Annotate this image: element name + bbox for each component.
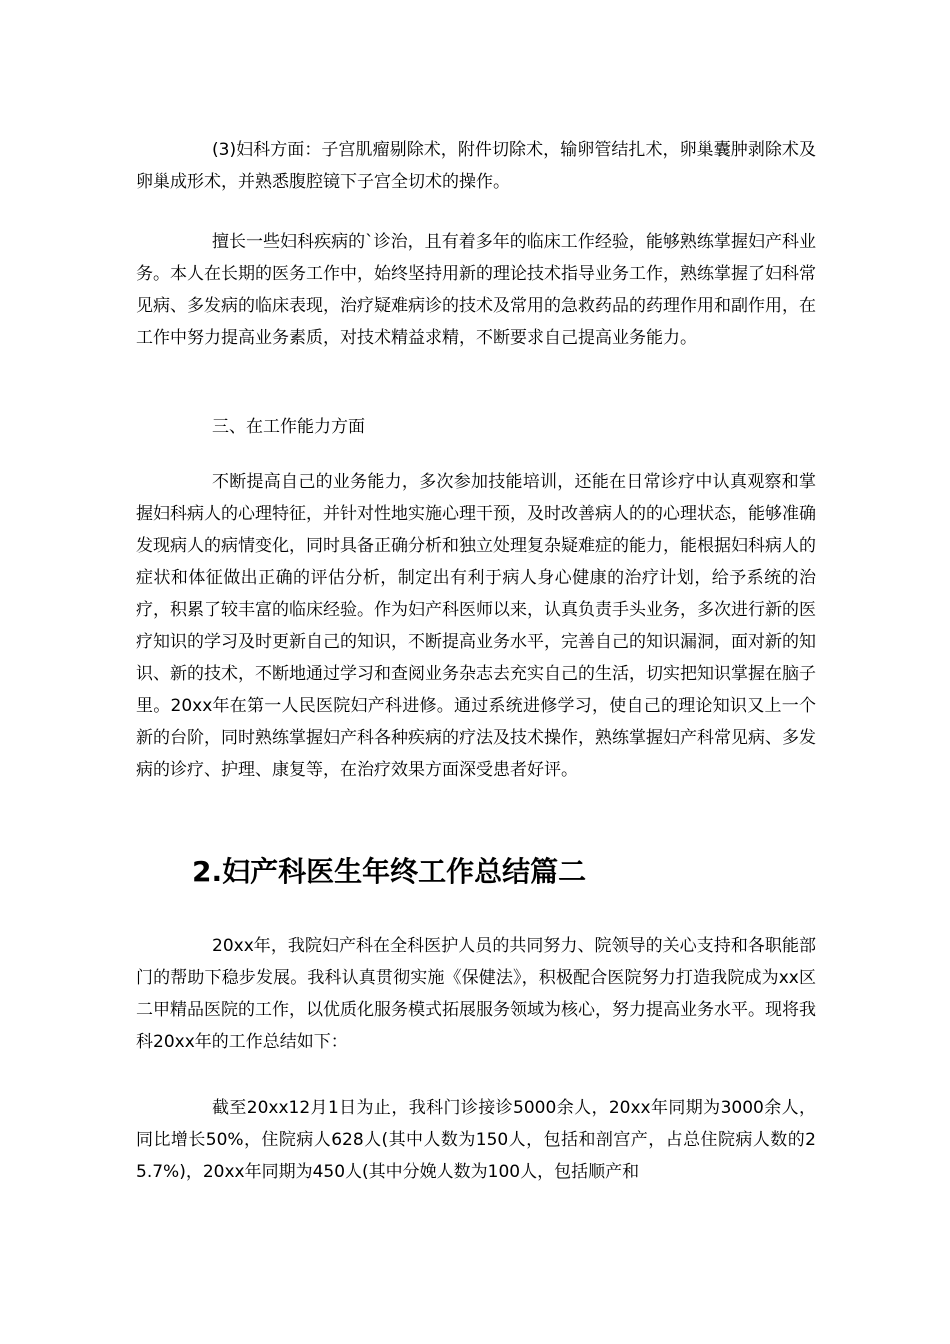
paragraph-statistics: 截至20xx12月1日为止，我科门诊接诊5000余人，20xx年同期为3000余人，同比增长50%，住院病人628人(其中人数为150人，包括和剖宫产，占总住院病人数的25.7%)，20xx年同期为450人(其中分娩人数为100人，包括顺产和	[136, 1098, 816, 1182]
paragraph-work-ability: 不断提高自己的业务能力，多次参加技能培训，还能在日常诊疗中认真观察和掌握妇科病人的心理特征，并针对性地实施心理干预，及时改善病人的的心理状态，能够准确发现病人的病情变化，同时具备正确分析和独立处理复杂疑难症的能力，能根据妇科病人的症状和体征做出正确的评估分析，制定出有利于病人身心健康的治疗计划，给予系统的治疗，积累了较丰富的临床经验。作为妇产科医师以来，认真负责手头业务，多次进行新的医疗知识的学习及时更新自己的知识，不断提高业务水平，完善自己的知识漏洞，面对新的知识、新的技术，不断地通过学习和查阅业务杂志去充实自己的生活，切实把知识掌握在脑子里。20xx年在第一人民医院妇产科进修。通过系统进修学习，使自己的理论知识又上一个新的台阶，同时熟练掌握妇产科各种疾病的疗法及技术操作，熟练掌握妇产科常见病、多发病的诊疗、护理、康复等，在治疗效果方面深受患者好评。	[136, 472, 816, 780]
paragraph-summary-intro: 20xx年，我院妇产科在全科医护人员的共同努力、院领导的关心支持和各职能部门的帮助下稳步发展。我科认真贯彻实施《保健法》，积极配合医院努力打造我院成为xx区二甲精品医院的工作，以优质化服务模式拓展服务领域为核心，努力提高业务水平。现将我科20xx年的工作总结如下：	[136, 936, 816, 1052]
section-heading-work-ability: 三、在工作能力方面	[212, 417, 365, 437]
section-title: 2.妇产科医生年终工作总结篇二	[192, 855, 587, 888]
paragraph-expertise: 擅长一些妇科疾病的`诊治，且有着多年的临床工作经验，能够熟练掌握妇产科业务。本人在长期的医务工作中，始终坚持用新的理论技术指导业务工作，熟练掌握了妇科常见病、多发病的临床表现，治疗疑难病诊的技术及常用的急救药品的药理作用和副作用，在工作中努力提高业务素质，对技术精益求精，不断要求自己提高业务能力。	[136, 232, 816, 348]
paragraph-gynecology-surgery: (3)妇科方面：子宫肌瘤剔除术，附件切除术，输卵管结扎术，卵巢囊肿剥除术及卵巢成形术，并熟悉腹腔镜下子宫全切术的操作。	[136, 140, 816, 192]
